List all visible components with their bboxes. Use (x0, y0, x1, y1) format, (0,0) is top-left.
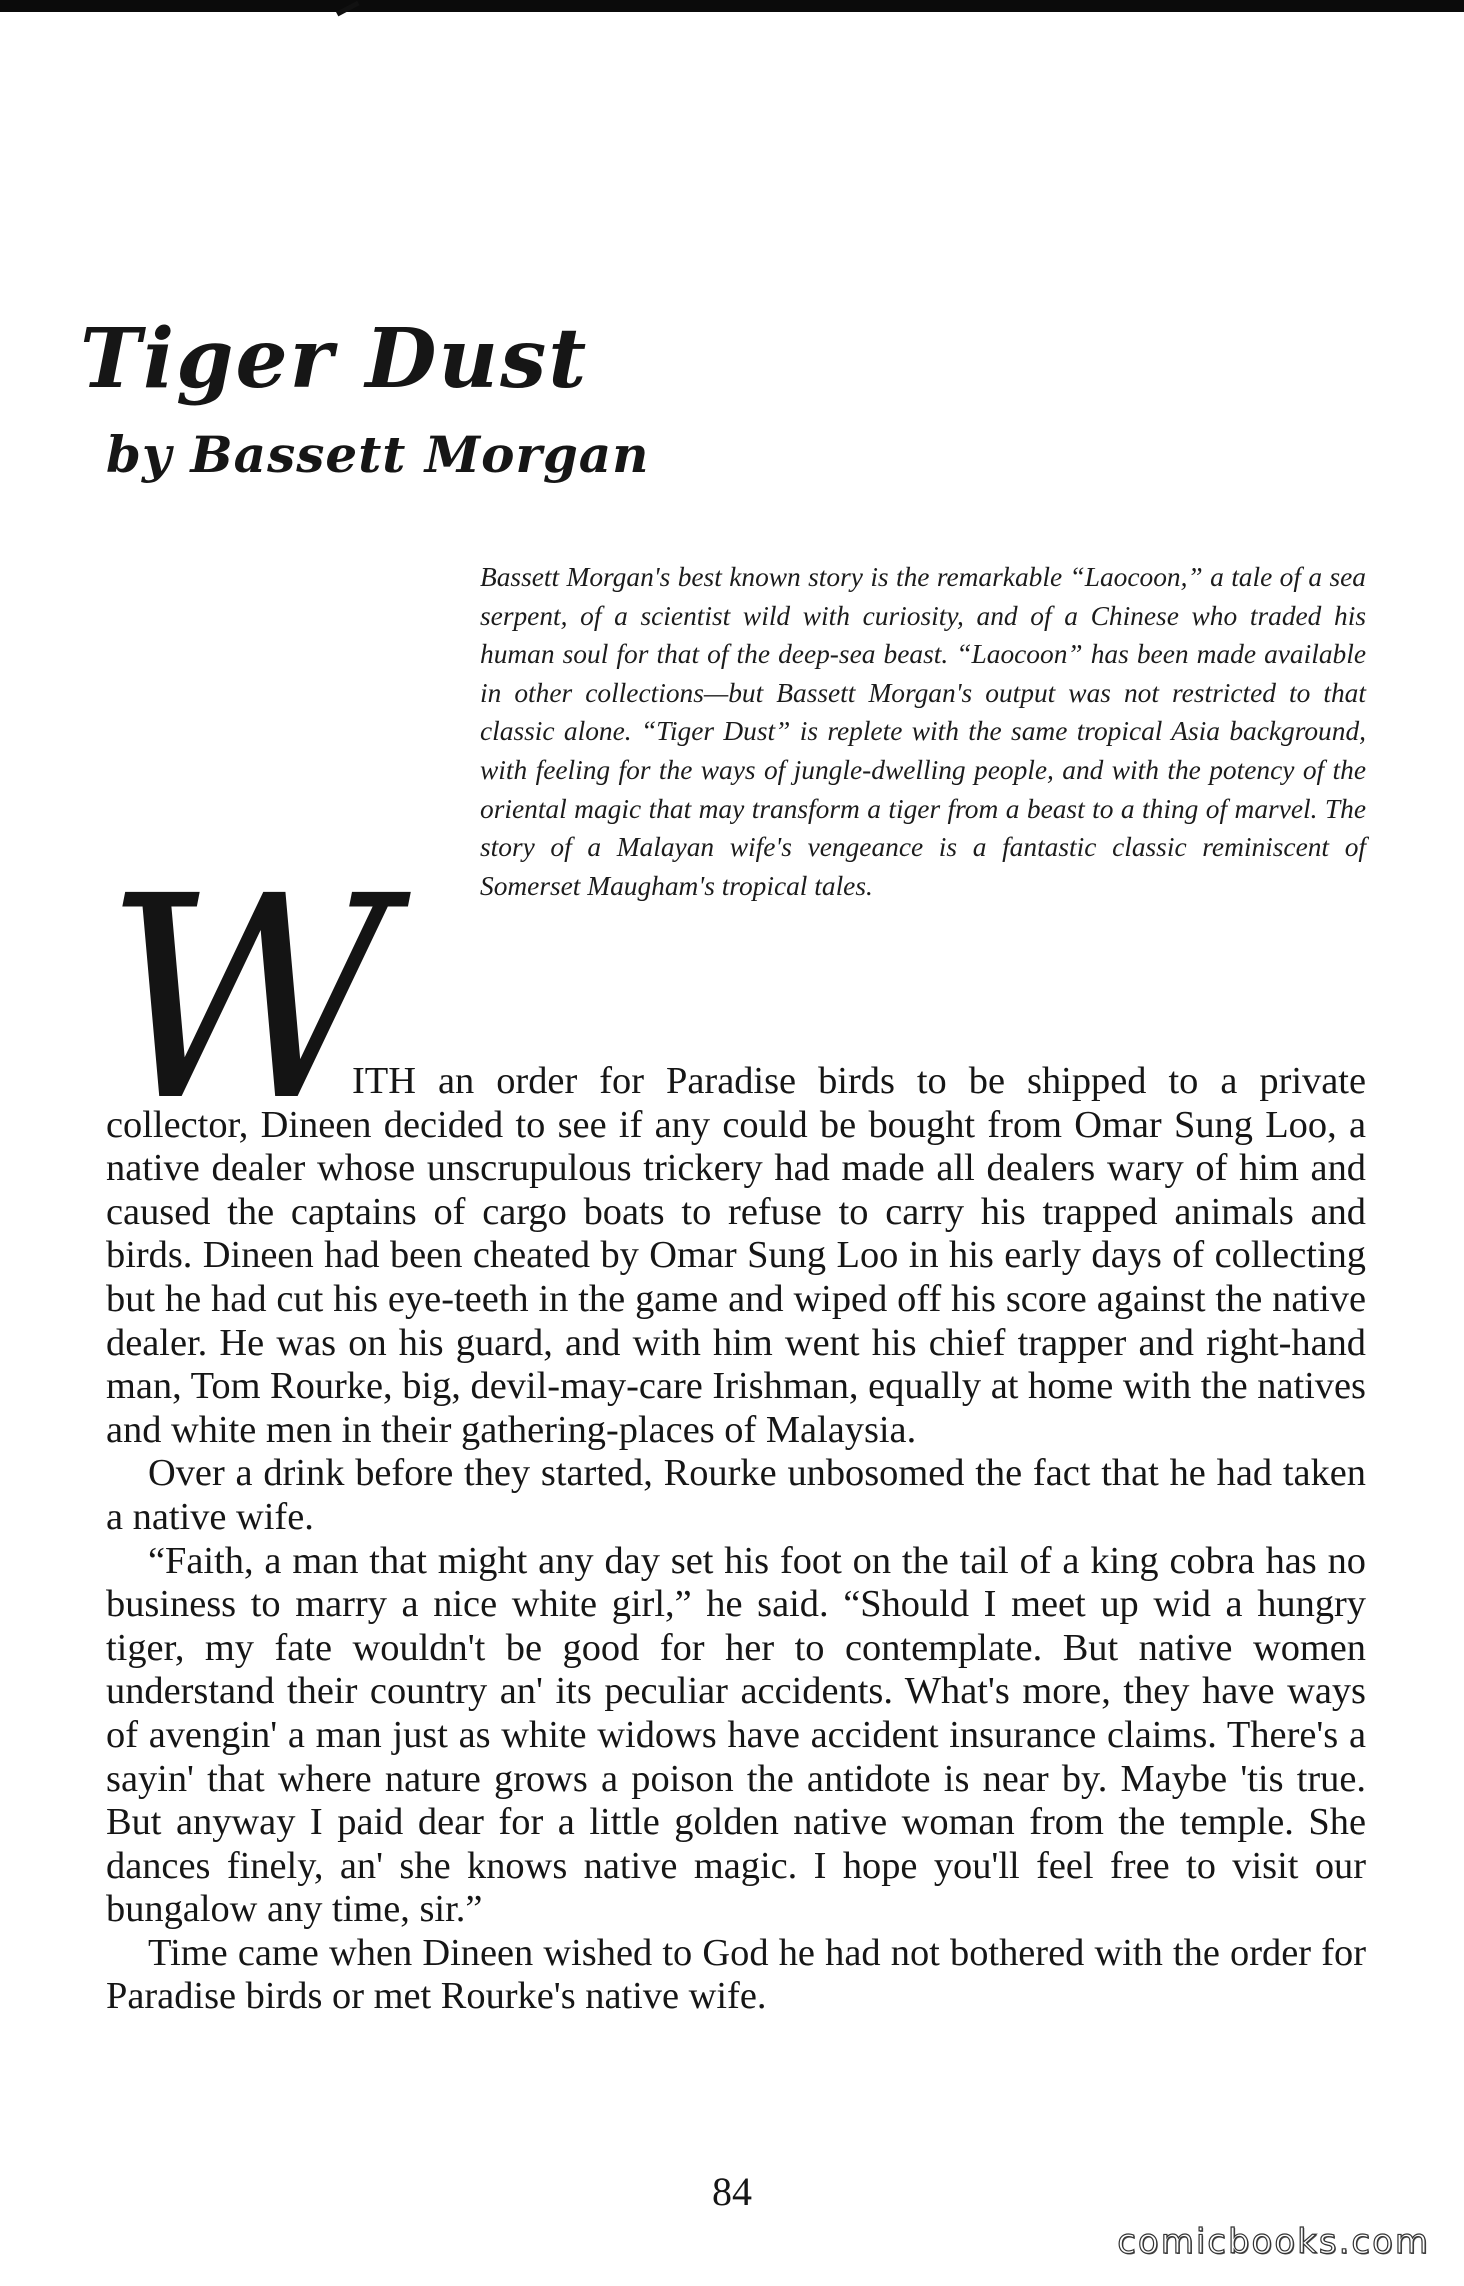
body-paragraph-3: “Faith, a man that might any day set his foot on the tail of a king cobra has no business to marry a nice white girl,” he said. “Should I meet up wid a hungry tiger, my fate wouldn't be good for her to contemplate. But native women understand their country an' its peculiar accidents. What's more, they have ways of avengin' a man just as white widows have accident insurance claims. There's a sayin' that where nature grows a poison the antidote is near by. Maybe 'tis true. But anyway I paid dear for a little golden native woman from the temple. She dances finely, an' she knows native magic. I hope you'll feel free to visit our bungalow any time, sir.” (106, 1539, 1366, 1931)
body-paragraph-4: Time came when Dineen wished to God he had not bothered with the order for Paradise birds or met Rourke's native wife. (106, 1931, 1366, 2018)
body-paragraph-2: Over a drink before they started, Rourke unbosomed the fact that he had taken a native wife. (106, 1452, 1366, 1538)
page-number: 84 (712, 2169, 752, 2214)
story-title: Tiger Dust (80, 311, 589, 407)
story-byline: by Bassett Morgan (106, 425, 650, 484)
drop-cap-letter: W (104, 837, 392, 1163)
story-introduction: Bassett Morgan's best known story is the remarkable “Laocoon,” a tale of a sea serpent, of a scientist wild with curiosity, and of a Chinese who traded his human soul for that of the deep-sea beast. “Laocoon” has been made available in other collections—but Bassett Morgan's output was not restricted to that classic alone. “Tiger Dust” is replete with the same tropical Asia background, with feeling for the ways of jungle-dwelling people, and with the potency of the oriental magic that may transform a tiger from a beast to a thing of marvel. The story of a Malayan wife's vengeance is a fantastic classic reminiscent of Somerset Maugham's tropical tales. (480, 562, 1366, 901)
body-paragraph-1: ITH an order for Paradise birds to be shipped to a private collector, Dineen decided to see if any could be bought from Omar Sung Loo, a native dealer whose unscrupulous trickery had made all dealers wary of him and caused the captains of cargo boats to refuse to carry his trapped animals and birds. Dineen had been cheated by Omar Sung Loo in his early days of collecting but he had cut his eye-teeth in the game and wiped off his score against the native dealer. He was on his guard, and with him went his chief trapper and right-hand man, Tom Rourke, big, devil-may-care Irishman, equally at home with the natives and white men in their gathering-places of Malaysia. (106, 1060, 1366, 1451)
site-watermark: comicbooks.com (1117, 2222, 1430, 2262)
story-body (106, 1060, 1366, 2019)
scan-top-border (0, 0, 1464, 12)
